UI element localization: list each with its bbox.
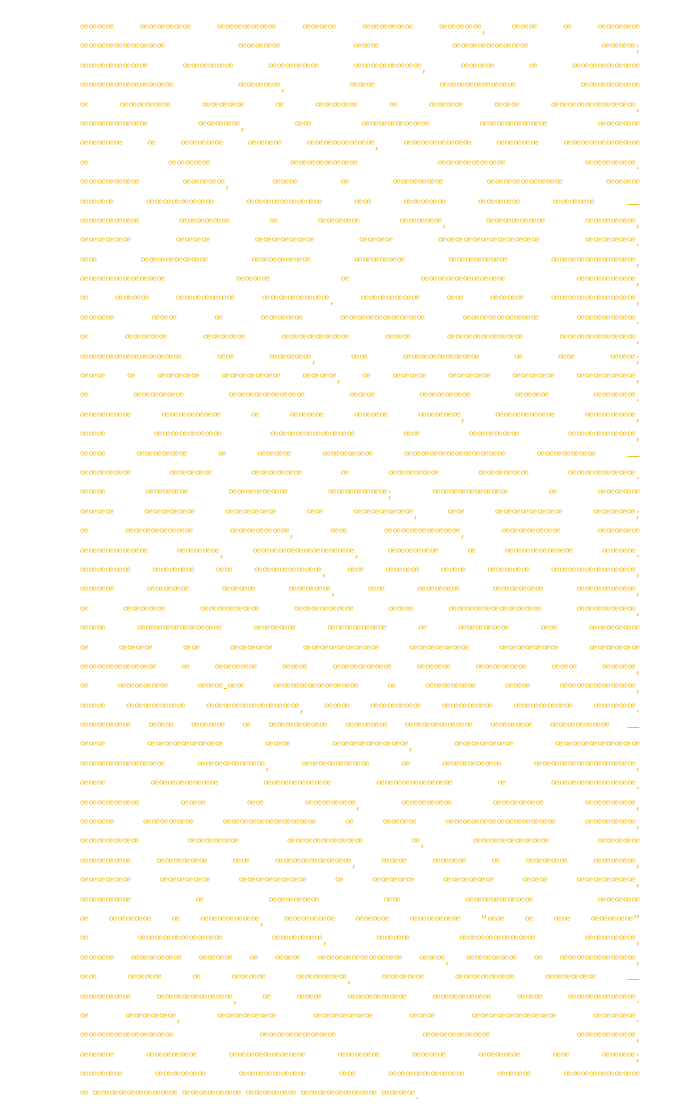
text-line: ꟹ ꟹꟹꟹꟹ ꟹꟹ ꟹꟹꟹꟹꟹ ꟹꟹꟹꟹꟹꟹꟹꟹꟹ ꟹꟹꟹꟹꟹꟹꟹ ꟹꟹꟹꟹꟹꟹꟹ ꟹꟹꟹꟹꟹꟹ [80,642,640,658]
text-line: ꟹꟹꟹꟹꟹꟹ ꟹꟹꟹꟹ ꟹꟹꟹꟹꟹꟹꟹ ꟹꟹꟹꟹ ꟹꟹꟹꟹꟹꟹꟹꟹꟹꟹꟹꟹ ꟹꟹꟹꟹꟹꟹ. [80,235,640,251]
text-line: ꟹ ꟹꟹꟹꟹꟹ ꟹꟹꟹꟹꟹꟹꟹ ꟹꟹꟹꟹꟹꟹꟹ ꟹꟹꟹ ꟹꟹꟹꟹꟹꟹꟹꟹꟹꟹꟹ ꟹꟹꟹꟹꟹꟹꟹ, [80,603,640,619]
text-line: ꟹ ꟹꟹꟹꟹ ꟹꟹꟹꟹꟹꟹꟹ ꟹꟹꟹꟹꟹꟹꟹꟹ, ꟹꟹꟹꟹꟹꟹꟹ ꟹꟹ ꟹꟹꟹꟹ ꟹꟹꟹꟹꟹꟹꟹꟹꟹꟹ, [80,293,640,309]
text-line: ꟹ ꟹꟹꟹꟹꟹꟹꟹꟹꟹꟹ ꟹꟹꟹꟹꟹꟹꟹ ꟹꟹꟹꟹꟹꟹ ꟹꟹꟹꟹꟹꟹꟹꟹꟹ ꟹꟹꟹꟹ. [80,1088,420,1104]
text-line: ꟹ ꟹꟹꟹꟹꟹꟹꟹꟹꟹꟹ ꟹꟹꟹꟹꟹꟹ, ꟹꟹꟹꟹ ꟹꟹꟹꟹꟹꟹꟹꟹꟹ ꟹꟹꟹꟹꟹꟹ, [80,933,640,949]
text-line: ꟹꟹꟹꟹꟹꟹꟹꟹꟹꟹ ꟹꟹꟹꟹ ꟹ ꟹꟹꟹꟹꟹꟹꟹꟹꟹꟹ ꟹꟹꟹꟹꟹꟹꟹ, [80,274,640,290]
text-line: ꟹꟹ ꟹꟹꟹꟹꟹꟹꟹꟹ ꟹꟹꟹꟹꟹꟹꟹ ꟹꟹꟹꟹꟹꟹ ꟹꟹꟹꟹꟹꟹꟹ ꟹꟹꟹꟹꟹꟹꟹꟹꟹꟹ, [80,254,640,270]
text-line: ꟹ ꟹꟹꟹꟹꟹꟹ, ꟹꟹꟹꟹꟹꟹꟹ ꟹꟹꟹꟹꟹꟹꟹ ꟹꟹꟹ ꟹꟹꟹꟹꟹꟹꟹꟹꟹꟹ ꟹꟹꟹꟹꟹ. [80,1010,640,1026]
text-line: ꟹ ꟹꟹꟹꟹꟹꟹ ꟹꟹꟹꟹꟹꟹꟹꟹꟹ ꟹꟹꟹ ꟹꟹꟹꟹꟹꟹ ꟹꟹꟹꟹ ꟹꟹꟹꟹꟹ. [80,390,640,406]
text-line: ꟹꟹꟹ ꟹꟹꟹꟹꟹꟹꟹꟹ ꟹꟹꟹꟹꟹꟹꟹꟹ ꟹꟹꟹꟹꟹꟹꟹꟹꟹ ꟹ ꟹꟹꟹꟹꟹꟹꟹꟹꟹꟹ. [80,778,640,794]
text-line: ꟹꟹꟹꟹ ꟹꟹꟹꟹꟹꟹꟹꟹ ꟹꟹꟹꟹꟹꟹꟹꟹꟹ ꟹꟹ ꟹꟹꟹꟹꟹ ꟹꟹꟹꟹꟹ ꟹꟹꟹꟹꟹ — [80,196,640,212]
text-line: ꟹꟹꟹꟹ ꟹꟹꟹꟹꟹꟹ ꟹꟹꟹꟹ ꟹ ꟹꟹꟹ ꟹꟹꟹꟹꟹꟹꟹꟹꟹꟹ ꟹꟹꟹ, ꟹꟹꟹꟹꟹꟹ ꟹ ꟹꟹꟹꟹꟹꟹꟹꟹꟹ, [80,952,640,968]
text-line: ꟹꟹꟹ ꟹꟹꟹꟹꟹꟹꟹꟹ ꟹꟹꟹꟹꟹꟹꟹꟹꟹꟹ ꟹꟹ ꟹꟹꟹꟹꟹꟹ ꟹꟹꟹꟹꟹꟹꟹꟹ, [80,429,640,445]
text-line: ꟹꟹꟹꟹꟹꟹꟹꟹꟹ ꟹ ꟹꟹꟹꟹꟹ ꟹꟹꟹ ꟹꟹꟹꟹꟹꟹꟹ ꟹꟹꟹꟹ ꟹꟹꟹꟹꟹꟹ ꟹꟹꟹ ꟹꟹꟹꟹ, [80,661,640,677]
text-line: ꟹꟹꟹꟹ ꟹꟹꟹꟹꟹ ꟹꟹꟹꟹ ꟹꟹꟹꟹꟹ, ꟹꟹ ꟹꟹꟹꟹꟹ ꟹꟹꟹꟹꟹꟹ ꟹꟹꟹꟹꟹꟹꟹ, [80,584,640,600]
text-line: ꟹꟹꟹꟹꟹꟹꟹꟹ ꟹꟹꟹꟹꟹ, ꟹꟹꟹꟹꟹꟹꟹꟹꟹꟹꟹꟹ, ꟹꟹꟹꟹꟹꟹ ꟹ ꟹꟹꟹꟹꟹꟹꟹꟹ ꟹꟹꟹꟹ. [80,545,640,561]
text-line: ꟹꟹꟹꟹꟹꟹꟹ ꟹꟹꟹꟹꟹꟹ ꟹꟹꟹꟹꟹꟹꟹꟹꟹ ꟹ, ꟹꟹꟹꟹꟹꟹꟹꟹꟹ ꟹꟹꟹꟹꟹ [80,836,640,852]
text-line: ꟹꟹꟹꟹꟹꟹꟹ ꟹꟹꟹꟹꟹꟹ ꟹ ꟹꟹꟹꟹꟹ ꟹꟹꟹꟹꟹ, ꟹꟹꟹꟹꟹꟹꟹ ꟹꟹꟹꟹꟹꟹ, [80,215,640,231]
text-line: ꟹꟹ ꟹꟹꟹꟹ ꟹ ꟹꟹꟹꟹ ꟹꟹꟹꟹꟹꟹ, ꟹꟹꟹꟹꟹ ꟹꟹꟹꟹꟹꟹꟹ ꟹꟹꟹꟹꟹꟹ — [80,972,640,988]
text-line: ꟹ ꟹꟹꟹꟹꟹꟹꟹꟹ ꟹꟹꟹꟹꟹꟹꟹ, ꟹꟹ ꟹꟹꟹꟹꟹꟹꟹꟹꟹ, ꟹꟹꟹꟹꟹꟹꟹ ꟹꟹꟹꟹꟹ [80,526,640,542]
text-line: ꟹꟹꟹꟹꟹꟹ ꟹ ꟹꟹꟹꟹꟹꟹ ꟹꟹ ꟹꟹꟹꟹꟹꟹꟹꟹ ꟹꟹꟹꟹꟹ [80,894,640,910]
text-line: ꟹ ꟹꟹꟹꟹꟹ ꟹꟹꟹꟹꟹꟹꟹꟹ ꟹꟹꟹꟹꟹꟹꟹꟹ ꟹꟹꟹꟹꟹꟹ. [80,157,640,173]
text-line: ꟹꟹꟹꟹ ꟹꟹꟹꟹꟹꟹ ꟹꟹꟹꟹꟹꟹꟹ ꟹꟹꟹꟹ ꟹꟹꟹꟹꟹꟹ ꟹꟹꟹꟹꟹ, ꟹꟹꟹ ꟹ ꟹꟹꟹꟹꟹ [80,22,640,37]
text-line: ꟹꟹꟹꟹꟹ ꟹ ꟹꟹꟹꟹꟹ ꟹꟹꟹꟹ ꟹꟹꟹꟹꟹꟹꟹꟹ, ꟹꟹꟹꟹꟹꟹꟹꟹ ꟹꟹꟹꟹꟹ ꟹꟹꟹꟹꟹꟹꟹꟹꟹ [80,138,640,154]
text-line: ꟹꟹꟹꟹꟹꟹꟹꟹꟹꟹꟹ ꟹꟹꟹꟹꟹ, ꟹꟹꟹ ꟹꟹꟹꟹꟹꟹꟹꟹꟹ ꟹꟹꟹꟹꟹꟹꟹ [80,80,640,96]
text-line: ꟹꟹꟹꟹꟹꟹꟹꟹꟹꟹꟹꟹ ꟹꟹ ꟹꟹꟹꟹꟹ, ꟹꟹ ꟹꟹꟹꟹꟹꟹꟹꟹꟹ ꟹ ꟹꟹ ꟹꟹꟹ; [80,351,640,367]
text-line: ꟹ ꟹꟹꟹꟹꟹ ꟹꟹꟹꟹꟹ ꟹꟹꟹꟹꟹꟹꟹꟹ ꟹꟹꟹ ꟹꟹꟹꟹꟹꟹꟹꟹꟹ ꟹꟹꟹꟹꟹꟹꟹꟹꟹ, [80,332,640,348]
text-line: ꟹꟹꟹ ꟹꟹꟹꟹꟹ ꟹꟹꟹꟹꟹꟹꟹ ꟹꟹꟹꟹꟹꟹꟹ; ꟹꟹꟹꟹꟹꟹꟹꟹꟹ ꟹ ꟹꟹꟹꟹꟹ [80,487,640,503]
text-line: ꟹ ꟹꟹꟹꟹꟹꟹ ꟹꟹꟹꟹꟹ ꟹ ꟹꟹꟹꟹꟹ ꟹ ꟹꟹꟹꟹ ꟹꟹꟹ ꟹꟹꟹꟹꟹꟹꟹꟹꟹꟹ, [80,99,640,115]
text-line: ꟹꟹꟹꟹꟹꟹꟹ ꟹꟹꟹꟹꟹ, ꟹꟹꟹ ꟹ ꟹꟹꟹꟹꟹꟹ ꟹꟹꟹꟹꟹꟹꟹꟹꟹ ꟹꟹꟹꟹ [80,177,640,193]
text-line: ꟹꟹꟹꟹꟹꟹꟹ ꟹꟹꟹ ꟹꟹ ꟹꟹꟹꟹꟹꟹ, ꟹꟹꟹꟹꟹꟹ ꟹꟹꟹꟹꟹꟹ ꟹꟹꟹꟹꟹꟹ, [80,797,640,813]
text-line: ꟹ ꟹꟹꟹꟹꟹꟹ ꟹꟹꟹ-ꟹꟹ ꟹꟹꟹꟹꟹꟹꟹꟹꟹꟹ ꟹ ꟹꟹꟹꟹꟹꟹ ꟹꟹꟹ ꟹꟹꟹꟹꟹꟹꟹꟹꟹ, [80,681,640,697]
text-line: ꟹꟹꟹ ꟹꟹꟹꟹꟹꟹꟹ ꟹꟹꟹꟹꟹꟹꟹꟹꟹꟹꟹ, ꟹꟹꟹ ꟹꟹꟹꟹꟹꟹ ꟹꟹꟹꟹꟹꟹ ꟹꟹꟹꟹꟹꟹꟹ ꟹꟹꟹꟹꟹ. [80,700,640,716]
text-line: ꟹꟹꟹꟹ ꟹꟹꟹꟹꟹꟹ ꟹꟹꟹꟹꟹꟹ ꟹꟹ ꟹꟹꟹꟹꟹꟹꟹ, ꟹꟹ ꟹꟹꟹꟹꟹꟹꟹꟹ ꟹꟹꟹꟹꟹ; [80,506,640,522]
text-line: ꟹꟹꟹꟹꟹꟹ ꟹꟹꟹꟹꟹ ꟹꟹꟹꟹꟹꟹ ꟹ ꟹꟹꟹꟹꟹꟹ ꟹꟹꟹꟹꟹꟹ ꟹꟹꟹꟹꟹꟹꟹꟹ. [80,467,640,483]
text-line: ꟹꟹꟹꟹꟹꟹꟹꟹ ꟹꟹꟹꟹꟹ, ꟹꟹ ꟹꟹꟹꟹꟹꟹꟹꟹ ꟹꟹꟹꟹꟹꟹꟹꟹ ꟹꟹꟹꟹꟹ [80,118,640,134]
text-line: ꟹꟹꟹꟹꟹꟹ ꟹꟹꟹꟹꟹꟹ ꟹꟹꟹꟹꟹꟹꟹꟹ ꟹ ꟹꟹꟹꟹꟹ ꟹꟹꟹꟹꟹꟹ ꟹꟹꟹ ꟹꟹꟹꟹꟹꟹꟹ, [80,875,640,891]
text-line: ꟹꟹꟹꟹ ꟹꟹꟹꟹꟹꟹ ꟹꟹꟹꟹꟹꟹꟹꟹꟹꟹꟹ ꟹ ꟹꟹꟹꟹ ꟹꟹꟹꟹꟹꟹꟹꟹꟹꟹꟹꟹꟹ ꟹꟹꟹꟹꟹꟹ, [80,817,640,833]
text-line: ꟹꟹꟹꟹꟹꟹꟹꟹꟹꟹꟹ ꟹꟹꟹꟹꟹꟹꟹꟹꟹ ꟹꟹꟹꟹꟹꟹꟹꟹ ꟹꟹꟹꟹꟹꟹꟹ, [80,1030,640,1046]
text-line: ꟹꟹꟹ ꟹ ꟹꟹꟹꟹꟹ ꟹꟹꟹꟹꟹꟹꟹ ꟹꟹꟹꟹ, ꟹ ꟹꟹꟹꟹ ꟹꟹꟹꟹꟹ ꟹꟹꟹꟹꟹ ꟹꟹꟹꟹꟹꟹꟹ, [80,371,640,387]
text-line: ꟹ ꟹꟹꟹꟹꟹ ꟹ ꟹꟹꟹꟹꟹꟹꟹ, ꟹꟹꟹꟹꟹꟹ ꟹꟹꟹꟹ ꟹꟹꟹꟹꟹꟹ “ꟹꟹ ꟹ ꟹꟹ ꟹꟹꟹꟹꟹ” [80,913,640,929]
text-line: ꟹꟹꟹꟹꟹꟹꟹꟹ ꟹꟹꟹꟹꟹꟹ ꟹꟹꟹꟹꟹꟹ ꟹꟹꟹꟹꟹꟹꟹꟹ, ꟹꟹꟹꟹ ꟹ ꟹꟹꟹꟹꟹꟹꟹꟹ [80,60,640,76]
text-line: ꟹꟹꟹꟹꟹꟹꟹꟹꟹꟹ ꟹꟹꟹꟹꟹ ꟹꟹꟹ ꟹꟹꟹꟹꟹꟹꟹꟹꟹ ꟹꟹꟹꟹ; [80,41,640,57]
text-line: ꟹꟹꟹꟹꟹꟹ ꟹꟹꟹꟹꟹ ꟹꟹ ꟹꟹꟹꟹꟹꟹꟹꟹ, ꟹꟹ ꟹꟹꟹꟹ ꟹꟹꟹ ꟹꟹꟹꟹꟹ ꟹꟹꟹꟹꟹꟹꟹꟹꟹꟹ, [80,564,640,580]
body-text [80,20,640,1106]
text-line: ꟹꟹꟹꟹꟹ ꟹꟹꟹꟹꟹꟹ ꟹꟹꟹꟹꟹꟹꟹꟹ ꟹꟹ ꟹꟹꟹꟹꟹꟹꟹꟹꟹ ꟹꟹꟹꟹ ꟹꟹꟹꟹꟹꟹꟹꟹꟹ [80,1069,640,1085]
text-line: ꟹꟹꟹꟹꟹꟹ ꟹꟹꟹꟹꟹꟹꟹꟹꟹ, ꟹ ꟹꟹꟹ ꟹꟹꟹꟹꟹꟹꟹ ꟹꟹꟹꟹꟹꟹꟹ ꟹꟹꟹ ꟹꟹꟹꟹꟹꟹꟹꟹ. [80,991,640,1007]
text-line: ꟹꟹꟹ ꟹꟹꟹꟹꟹꟹꟹꟹꟹ ꟹꟹꟹ ꟹꟹꟹꟹꟹꟹꟹꟹꟹ, ꟹꟹꟹꟹꟹꟹꟹ ꟹꟹꟹꟹꟹꟹꟹꟹꟹꟹ [80,739,640,755]
text-line: ꟹꟹꟹꟹꟹꟹ ꟹꟹꟹ ꟹꟹꟹꟹ ꟹ ꟹꟹꟹꟹꟹꟹꟹ ꟹꟹꟹꟹꟹ ꟹꟹꟹꟹꟹꟹꟹꟹ ꟹꟹꟹꟹꟹ ꟹꟹꟹꟹꟹꟹꟹ — [80,720,640,736]
text-line: ꟹꟹꟹꟹ ꟹꟹꟹꟹꟹꟹ ꟹꟹꟹꟹꟹꟹꟹꟹꟹ ꟹꟹꟹꟹꟹ ꟹꟹꟹꟹ ꟹꟹꟹꟹꟹ ꟹꟹ ꟹꟹꟹꟹ; [80,1049,640,1065]
text-line: ꟹꟹꟹꟹꟹꟹ ꟹꟹꟹꟹꟹꟹꟹ ꟹ ꟹꟹꟹꟹ ꟹꟹꟹꟹ ꟹꟹꟹꟹꟹ, ꟹꟹꟹꟹꟹꟹꟹ ꟹꟹꟹꟹꟹꟹ, [80,409,640,425]
text-line: ꟹꟹꟹꟹ ꟹꟹꟹ ꟹ ꟹꟹꟹꟹꟹ ꟹꟹꟹꟹꟹꟹꟹꟹꟹꟹ ꟹꟹꟹꟹꟹꟹꟹꟹꟹ ꟹꟹꟹꟹꟹꟹꟹ. [80,312,640,328]
text-line: ꟹꟹꟹꟹꟹꟹꟹꟹꟹꟹ ꟹꟹꟹꟹꟹꟹꟹꟹ, ꟹꟹꟹꟹꟹꟹꟹꟹ ꟹ ꟹꟹꟹꟹꟹꟹꟹ ꟹꟹꟹꟹꟹꟹꟹꟹꟹꟹꟹꟹ, [80,758,640,774]
text-line: ꟹꟹꟹꟹꟹꟹ ꟹꟹꟹꟹꟹꟹ ꟹꟹ ꟹꟹꟹꟹꟹꟹꟹꟹꟹ, ꟹꟹꟹ ꟹꟹꟹꟹ ꟹ ꟹꟹꟹꟹꟹ ꟹꟹꟹꟹꟹ, [80,855,640,871]
text-line: ꟹꟹꟹ ꟹꟹꟹꟹꟹꟹꟹꟹꟹꟹ ꟹꟹꟹꟹꟹ ꟹꟹꟹꟹꟹꟹꟹ ꟹ ꟹꟹꟹꟹꟹꟹ ꟹꟹ ꟹꟹꟹꟹꟹꟹ [80,623,640,639]
text-line: ꟹꟹꟹ ꟹꟹꟹꟹꟹꟹ ꟹ ꟹꟹꟹꟹ ꟹꟹꟹꟹꟹꟹ ꟹꟹꟹꟹꟹꟹꟹꟹꟹꟹꟹꟹ ꟹꟹꟹꟹꟹꟹꟹ — [80,448,640,464]
